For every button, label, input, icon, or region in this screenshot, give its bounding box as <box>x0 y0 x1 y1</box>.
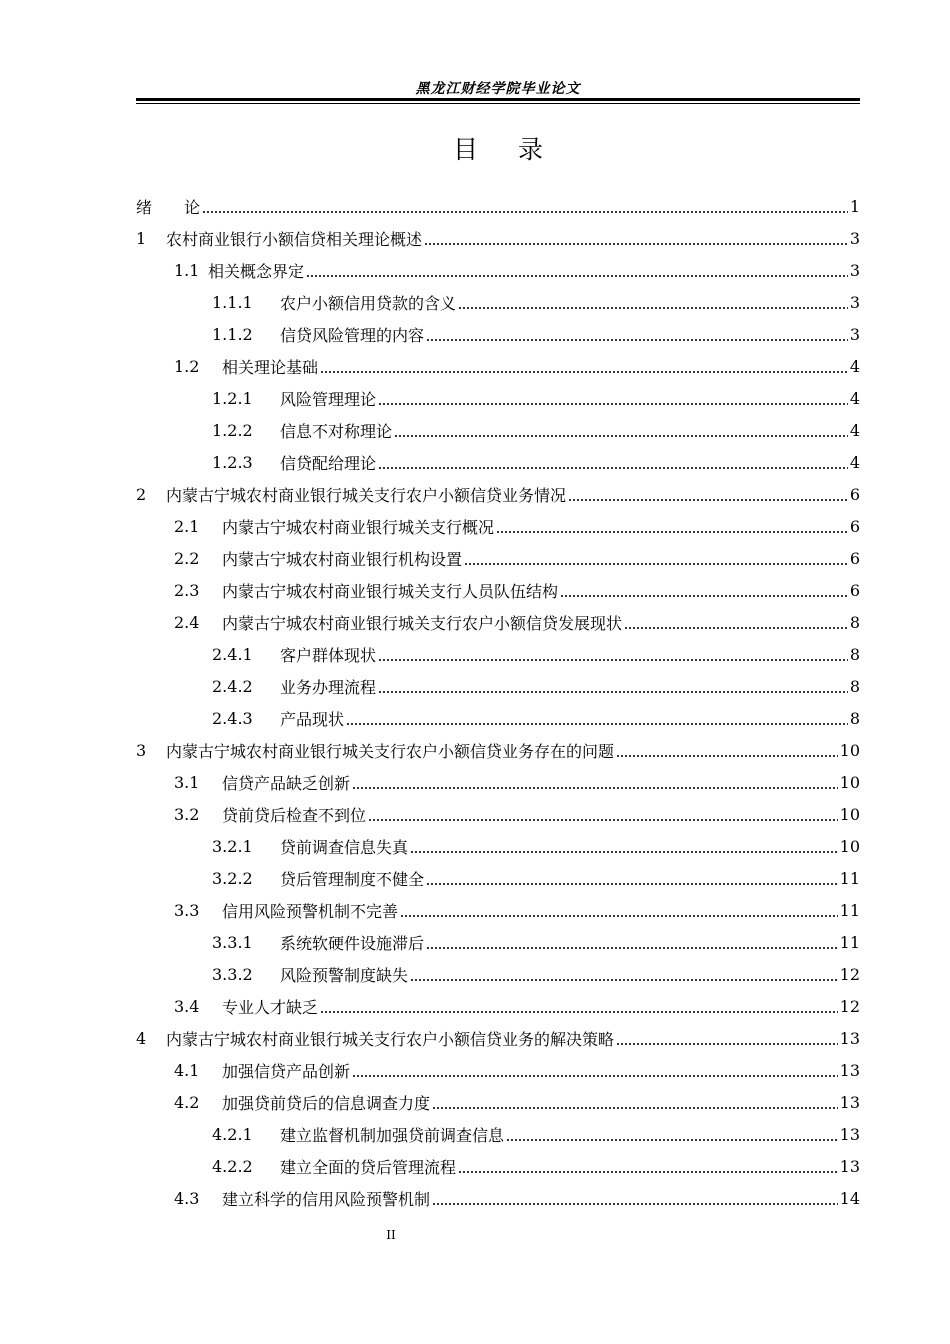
toc-entry-title: 专业人才缺乏 <box>222 997 319 1017</box>
toc-entry-number: 3.4 <box>174 996 200 1016</box>
toc-entry[interactable] <box>136 734 860 766</box>
toc-entry-number: 3.1 <box>174 772 200 792</box>
toc-entry-page: 6 <box>849 580 860 600</box>
toc-entry-number: 4.2.1 <box>212 1124 253 1144</box>
toc-entry-title: 信息不对称理论 <box>280 421 393 441</box>
toc-entry-number: 1.2 <box>174 356 200 376</box>
toc-entry-page: 1 <box>849 196 860 216</box>
toc-entry-page: 4 <box>849 420 860 440</box>
toc-entry-number: 2.4.2 <box>212 676 253 696</box>
toc-entry-page: 4 <box>849 452 860 472</box>
toc-entry-page: 3 <box>849 260 860 280</box>
toc-dot-leader <box>378 465 848 471</box>
toc-entry[interactable] <box>136 702 860 734</box>
toc-dot-leader <box>616 1041 838 1047</box>
toc-entry-title: 绪 论 <box>136 197 201 217</box>
toc-entry[interactable] <box>136 1022 860 1054</box>
toc-dot-leader <box>202 209 848 215</box>
toc-entry[interactable] <box>136 1150 860 1182</box>
toc-entry-page: 10 <box>839 740 860 760</box>
toc-dot-leader <box>432 1105 838 1111</box>
toc-entry-title: 农户小额信用贷款的含义 <box>280 293 457 313</box>
toc-entry[interactable] <box>136 478 860 510</box>
toc-entry-page: 14 <box>839 1188 860 1208</box>
toc-entry-page: 8 <box>849 612 860 632</box>
toc-entry-title: 信贷风险管理的内容 <box>280 325 425 345</box>
toc-entry-page: 4 <box>849 388 860 408</box>
toc-entry-title: 加强信贷产品创新 <box>222 1061 351 1081</box>
toc-entry[interactable] <box>136 382 860 414</box>
toc-entry-page: 13 <box>839 1092 860 1112</box>
toc-entry-number: 3.2.1 <box>212 836 253 856</box>
toc-entry-title: 内蒙古宁城农村商业银行机构设置 <box>222 549 463 569</box>
toc-entry-page: 6 <box>849 548 860 568</box>
toc-dot-leader <box>394 433 848 439</box>
toc-entry-number: 4.2.2 <box>212 1156 253 1176</box>
toc-entry[interactable] <box>136 670 860 702</box>
toc-entry-number: 4.1 <box>174 1060 200 1080</box>
toc-dot-leader <box>616 753 838 759</box>
toc-dot-leader <box>506 1137 838 1143</box>
toc-entry-page: 13 <box>839 1060 860 1080</box>
toc-entry[interactable] <box>136 286 860 318</box>
toc-entry-page: 4 <box>849 356 860 376</box>
toc-entry-title: 风险管理理论 <box>280 389 377 409</box>
toc-entry-page: 12 <box>839 996 860 1016</box>
toc-dot-leader <box>426 945 838 951</box>
toc-entry-title: 建立全面的贷后管理流程 <box>280 1157 457 1177</box>
toc-dot-leader <box>410 849 838 855</box>
toc-dot-leader <box>560 593 848 599</box>
toc-entry[interactable] <box>136 510 860 542</box>
toc-entry-page: 12 <box>839 964 860 984</box>
toc-entry-number: 2.4.3 <box>212 708 253 728</box>
toc-entry[interactable] <box>136 1086 860 1118</box>
toc-entry-page: 10 <box>839 772 860 792</box>
toc-entry-title: 业务办理流程 <box>280 677 377 697</box>
toc-entry-page: 10 <box>839 804 860 824</box>
toc-entry[interactable] <box>136 1054 860 1086</box>
toc-entry-number: 2.4 <box>174 612 200 632</box>
toc-dot-leader <box>458 305 848 311</box>
toc-dot-leader <box>568 497 848 503</box>
toc-entry-number: 1.2.2 <box>212 420 253 440</box>
toc-entry-number: 4 <box>136 1028 147 1048</box>
header-rule-thick <box>136 98 860 101</box>
toc-entry[interactable] <box>136 606 860 638</box>
toc-entry-number: 1.1.1 <box>212 292 253 312</box>
header-rule-thin <box>136 103 860 104</box>
toc-dot-leader <box>458 1169 838 1175</box>
toc-entry-title: 风险预警制度缺失 <box>280 965 409 985</box>
toc-entry[interactable] <box>136 222 860 254</box>
toc-entry-number: 3 <box>136 740 147 760</box>
toc-entry-number: 3.3.2 <box>212 964 253 984</box>
toc-entry[interactable] <box>136 1118 860 1150</box>
page-number: II <box>386 1228 396 1242</box>
toc-entry-title: 加强贷前贷后的信息调查力度 <box>222 1093 431 1113</box>
toc-entry-title: 建立科学的信用风险预警机制 <box>222 1189 431 1209</box>
toc-entry[interactable] <box>136 862 860 894</box>
toc-dot-leader <box>410 977 838 983</box>
toc-dot-leader <box>426 881 838 887</box>
toc-entry-number: 1.2.3 <box>212 452 253 472</box>
toc-entry-page: 6 <box>849 516 860 536</box>
toc-entry-page: 13 <box>839 1028 860 1048</box>
toc-entry-page: 3 <box>849 228 860 248</box>
toc-entry-title: 相关概念界定 <box>208 261 305 281</box>
toc-entry-page: 11 <box>839 900 860 920</box>
toc-entry[interactable] <box>136 318 860 350</box>
toc-entry-title: 信贷产品缺乏创新 <box>222 773 351 793</box>
toc-entry-number: 2.2 <box>174 548 200 568</box>
toc-entry-title: 产品现状 <box>280 709 345 729</box>
toc-entry-page: 3 <box>849 324 860 344</box>
toc-entry[interactable] <box>136 446 860 478</box>
toc-entry-number: 3.2.2 <box>212 868 253 888</box>
toc-entry[interactable] <box>136 254 860 286</box>
toc-entry-title: 建立监督机制加强贷前调查信息 <box>280 1125 505 1145</box>
toc-entry-number: 3.2 <box>174 804 200 824</box>
toc-entry-page: 3 <box>849 292 860 312</box>
page-title: 目录 <box>452 135 583 164</box>
toc-dot-leader <box>352 785 838 791</box>
toc-entry-title: 系统软硬件设施滞后 <box>280 933 425 953</box>
toc-entry-number: 2.1 <box>174 516 200 536</box>
toc-entry[interactable] <box>136 190 860 222</box>
toc-dot-leader <box>426 337 848 343</box>
toc-dot-leader <box>320 1009 838 1015</box>
toc-entry-page: 6 <box>849 484 860 504</box>
toc-entry-number: 4.3 <box>174 1188 200 1208</box>
toc-entry-title: 内蒙古宁城农村商业银行城关支行农户小额信贷业务的解决策略 <box>166 1029 615 1049</box>
toc-entry-title: 贷前贷后检查不到位 <box>222 805 367 825</box>
toc-entry-title: 相关理论基础 <box>222 357 319 377</box>
toc-entry-title: 内蒙古宁城农村商业银行城关支行农户小额信贷业务存在的问题 <box>166 741 615 761</box>
toc-entry-page: 13 <box>839 1156 860 1176</box>
toc-entry-title: 内蒙古宁城农村商业银行城关支行人员队伍结构 <box>222 581 559 601</box>
toc-entry-page: 11 <box>839 932 860 952</box>
toc-entry-number: 2.3 <box>174 580 200 600</box>
toc-dot-leader <box>346 721 848 727</box>
running-header: 黑龙江财经学院毕业论文 <box>415 81 581 97</box>
toc-dot-leader <box>400 913 838 919</box>
toc-entry[interactable] <box>136 766 860 798</box>
toc-entry-number: 1.2.1 <box>212 388 253 408</box>
toc-entry-number: 3.3.1 <box>212 932 253 952</box>
toc-entry[interactable] <box>136 542 860 574</box>
toc-dot-leader <box>464 561 848 567</box>
toc-dot-leader <box>368 817 838 823</box>
toc-dot-leader <box>320 369 848 375</box>
toc-entry-number: 1.1 <box>174 260 200 280</box>
toc-entry[interactable] <box>136 830 860 862</box>
toc-entry-page: 8 <box>849 676 860 696</box>
toc-entry[interactable] <box>136 574 860 606</box>
toc-dot-leader <box>378 657 848 663</box>
toc-entry[interactable] <box>136 350 860 382</box>
toc-dot-leader <box>432 1201 838 1207</box>
toc-entry-number: 2.4.1 <box>212 644 253 664</box>
toc-dot-leader <box>496 529 848 535</box>
toc-entry[interactable] <box>136 990 860 1022</box>
toc-entry-page: 8 <box>849 644 860 664</box>
toc-entry[interactable] <box>136 638 860 670</box>
toc-entry[interactable] <box>136 798 860 830</box>
toc-entry-number: 3.3 <box>174 900 200 920</box>
toc-entry-page: 10 <box>839 836 860 856</box>
toc-entry-title: 内蒙古宁城农村商业银行城关支行农户小额信贷业务情况 <box>166 485 567 505</box>
toc-entry-number: 2 <box>136 484 147 504</box>
toc-entry-title: 信贷配给理论 <box>280 453 377 473</box>
toc-entry-title: 农村商业银行小额信贷相关理论概述 <box>166 229 423 249</box>
toc-entry[interactable] <box>136 414 860 446</box>
toc-entry[interactable] <box>136 894 860 926</box>
toc-entry-title: 内蒙古宁城农村商业银行城关支行概况 <box>222 517 495 537</box>
toc-entry-number: 1 <box>136 228 147 248</box>
toc-entry-title: 贷前调查信息失真 <box>280 837 409 857</box>
toc-entry-title: 贷后管理制度不健全 <box>280 869 425 889</box>
toc-entry-number: 4.2 <box>174 1092 200 1112</box>
toc-dot-leader <box>306 273 848 279</box>
toc-dot-leader <box>352 1073 838 1079</box>
toc-entry[interactable] <box>136 958 860 990</box>
toc-dot-leader <box>378 689 848 695</box>
toc-entry-title: 内蒙古宁城农村商业银行城关支行农户小额信贷发展现状 <box>222 613 623 633</box>
toc-entry-page: 11 <box>839 868 860 888</box>
toc-entry-title: 客户群体现状 <box>280 645 377 665</box>
toc-dot-leader <box>624 625 848 631</box>
toc-entry-page: 13 <box>839 1124 860 1144</box>
toc-entry[interactable] <box>136 926 860 958</box>
toc-entry-title: 信用风险预警机制不完善 <box>222 901 399 921</box>
toc-entry-page: 8 <box>849 708 860 728</box>
toc-entry-number: 1.1.2 <box>212 324 253 344</box>
toc-dot-leader <box>378 401 848 407</box>
toc-dot-leader <box>424 241 848 247</box>
toc-entry[interactable] <box>136 1182 860 1214</box>
